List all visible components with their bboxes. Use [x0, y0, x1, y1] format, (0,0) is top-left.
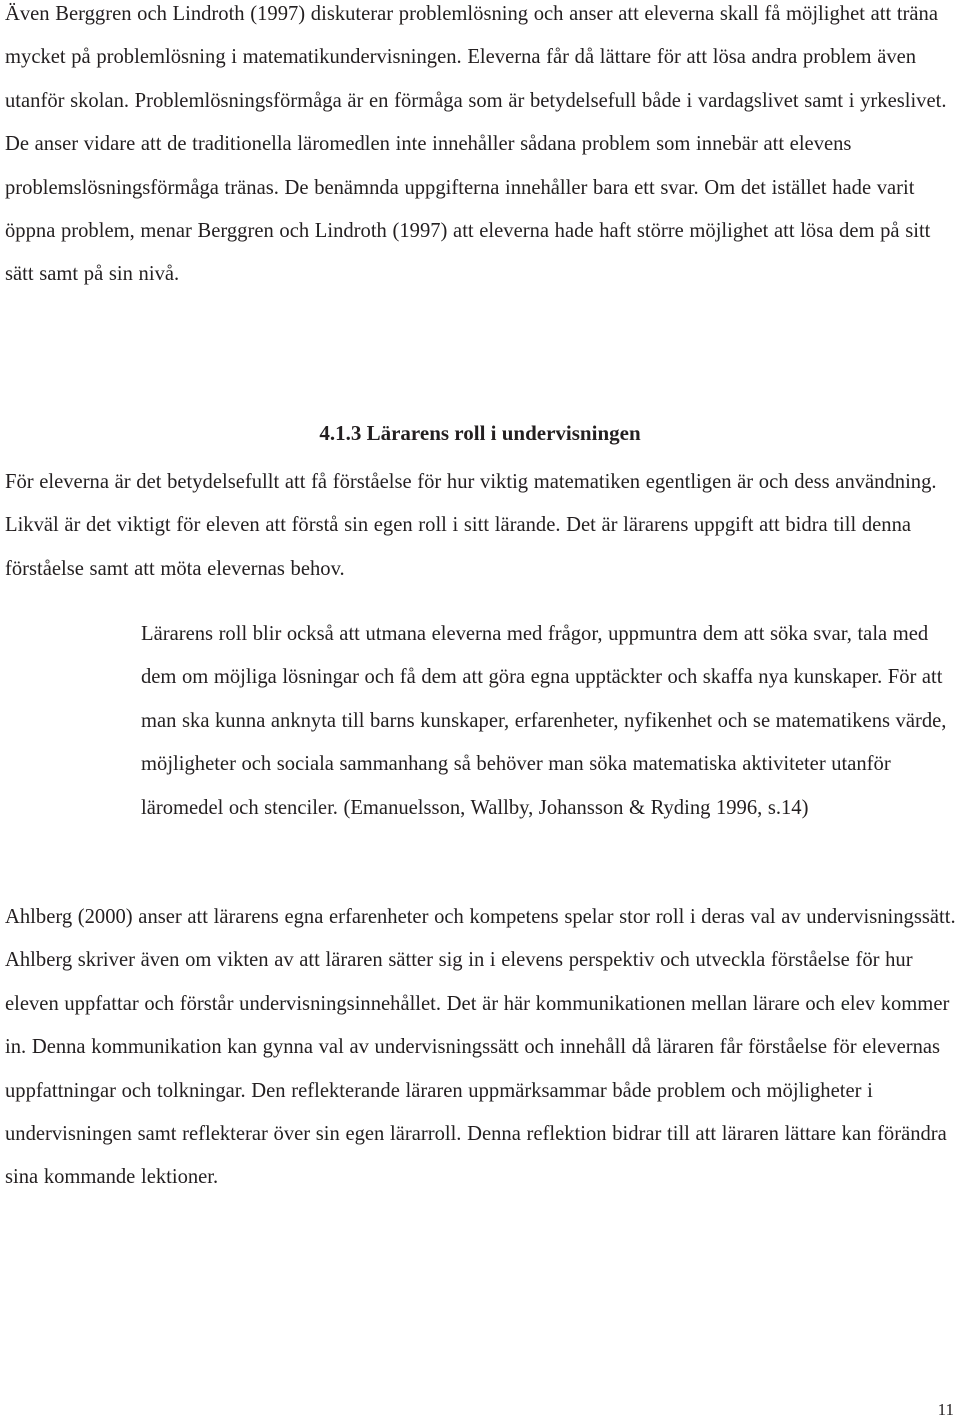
section-heading: 4.1.3 Lärarens roll i undervisningen [319, 421, 641, 445]
block-quote: Lärarens roll blir också att utmana eleverna med frågor, uppmuntra dem att söka svar, tala med dem om möjliga lösningar och få dem att göra egna upptäckter och skaffa nya kunskaper. För att man ska kunna anknyta till barns kunskaper, erfarenheter, nyfikenhet och se matematikens värde, möjligheter och sociala sammanhang så behöver man söka matematiska aktiviteter utanför läromedel och stenciler. (Emanuelsson, Wallby, Johansson & Ryding 1996, s.14) [141, 623, 947, 819]
page-number: 11 [937, 1400, 954, 1419]
body-paragraph-problem-solving: Även Berggren och Lindroth (1997) diskuterar problemlösning och anser att eleverna skall få möjlighet att träna mycket på problemlösning i matematikundervisningen. Eleverna får då lättare för att lösa andra problem även utanför skolan. Problemlösningsförmåga är en förmåga som är betydelsefull både i vardagslivet samt i yrkeslivet. De anser vidare att de traditionella läromedlen inte innehåller sådana problem som innebär att elevens problemslösningsförmåga tränas. De benämnda uppgifterna innehåller bara ett svar. Om det istället hade varit öppna problem, menar Berggren och Lindroth (1997) att eleverna hade haft större möjlighet att lösa dem på sitt sätt samt på sin nivå. [5, 3, 947, 286]
body-paragraph-ahlberg: Ahlberg (2000) anser att lärarens egna erfarenheter och kompetens spelar stor roll i deras val av undervisningssätt. Ahlberg skriver även om vikten av att läraren sätter sig in i elevens perspektiv och utveckla förståelse för hur eleven uppfattar och förstår undervisningsinnehållet. Det är här kommunikationen mellan lärare och elev kommer in. Denna kommunikation kan gynna val av undervisningssätt och innehåll då läraren får förståelse för elevernas uppfattningar och tolkningar. Den reflekterande läraren uppmärksammar både problem och möjligheter i undervisningen samt reflekterar över sin egen lärarroll. Denna reflektion bidrar till att läraren lättare kan förändra sina kommande lektioner. [5, 906, 956, 1189]
body-paragraph-understanding: För eleverna är det betydelsefullt att få förståelse för hur viktig matematiken egentligen är och dess användning. Likväl är det viktigt för eleven att förstå sin egen roll i sitt lärande. Det är lärarens uppgift att bidra till denna förståelse samt att möta elevernas behov. [5, 471, 937, 580]
